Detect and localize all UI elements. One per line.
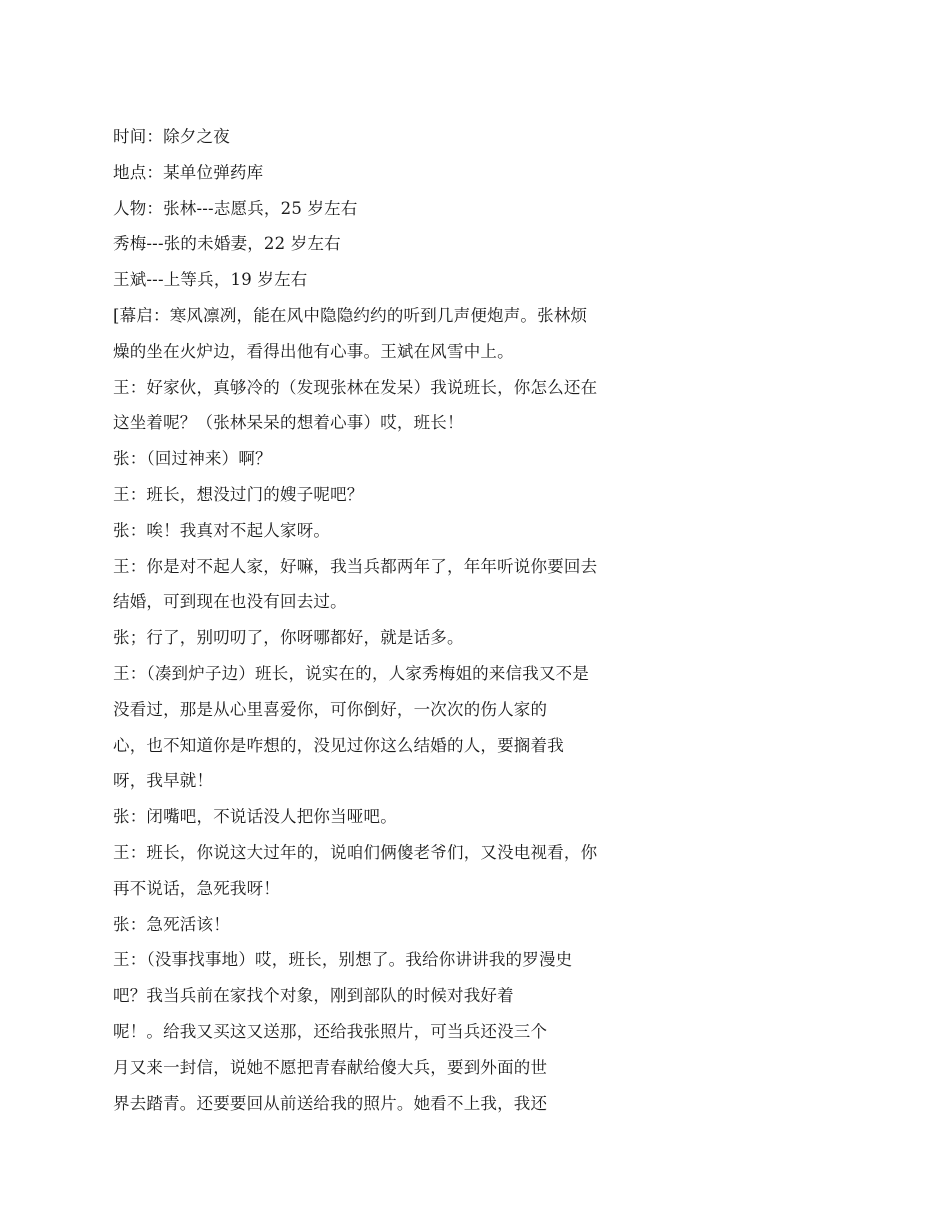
character-wang-bin: 王斌---上等兵，19 岁左右 (113, 270, 308, 290)
dialogue-line: 呀，我早就！ (113, 771, 214, 791)
dialogue-line: 这坐着呢？（张林呆呆的想着心事）哎，班长！ (113, 413, 464, 433)
stage-direction: 燥的坐在火炉边，看得出他有心事。王斌在风雪中上。 (113, 341, 514, 361)
dialogue-line: 张：急死活该！ (113, 914, 230, 934)
dialogue-line: 没看过，那是从心里喜爱你，可你倒好，一次次的伤人家的 (113, 699, 548, 719)
dialogue-line: 再不说话，急死我呀！ (113, 878, 280, 898)
dialogue-line: 结婚，可到现在也没有回去过。 (113, 592, 347, 612)
stage-direction: [幕启：寒风凛冽，能在风中隐隐约约的听到几声便炮声。张林烦 (113, 305, 588, 325)
dialogue-line: 王：好家伙，真够冷的（发现张林在发呆）我说班长，你怎么还在 (113, 377, 598, 397)
dialogue-line: 王：班长，你说这大过年的，说咱们俩傻老爷们，又没电视看，你 (113, 842, 598, 862)
dialogue-line: 界去踏青。还要要回从前送给我的照片。她看不上我，我还 (113, 1093, 548, 1113)
dialogue-line: 吧？我当兵前在家找个对象，刚到部队的时候对我好着 (113, 986, 514, 1006)
setting-place: 地点：某单位弹药库 (113, 162, 264, 182)
dialogue-line: 王：班长，想没过门的嫂子呢吧？ (113, 484, 364, 504)
dialogue-line: 张：闭嘴吧，不说话没人把你当哑吧。 (113, 807, 397, 827)
dialogue-line: 王：（没事找事地）哎，班长，别想了。我给你讲讲我的罗漫史 (113, 950, 573, 970)
dialogue-line: 张：（回过神来）啊？ (113, 449, 272, 469)
dialogue-line: 月又来一封信，说她不愿把青春献给傻大兵，要到外面的世 (113, 1057, 548, 1077)
character-zhang-lin: 人物：张林---志愿兵，25 岁左右 (113, 198, 358, 218)
dialogue-line: 王：你是对不起人家，好嘛，我当兵都两年了，年年听说你要回去 (113, 556, 598, 576)
dialogue-line: 呢！。给我又买这又送那，还给我张照片，可当兵还没三个 (113, 1021, 548, 1041)
script-text (113, 122, 673, 1124)
setting-time: 时间：除夕之夜 (113, 127, 230, 146)
dialogue-line: 张：唉！我真对不起人家呀。 (113, 520, 331, 540)
dialogue-line: 张；行了，别叨叨了，你呀哪都好，就是话多。 (113, 628, 464, 648)
character-xiu-mei: 秀梅---张的未婚妻，22 岁左右 (113, 234, 341, 254)
dialogue-line: 王：（凑到炉子边）班长，说实在的，人家秀梅姐的来信我又不是 (113, 663, 590, 683)
dialogue-line: 心，也不知道你是咋想的，没见过你这么结婚的人，要搁着我 (113, 735, 564, 755)
